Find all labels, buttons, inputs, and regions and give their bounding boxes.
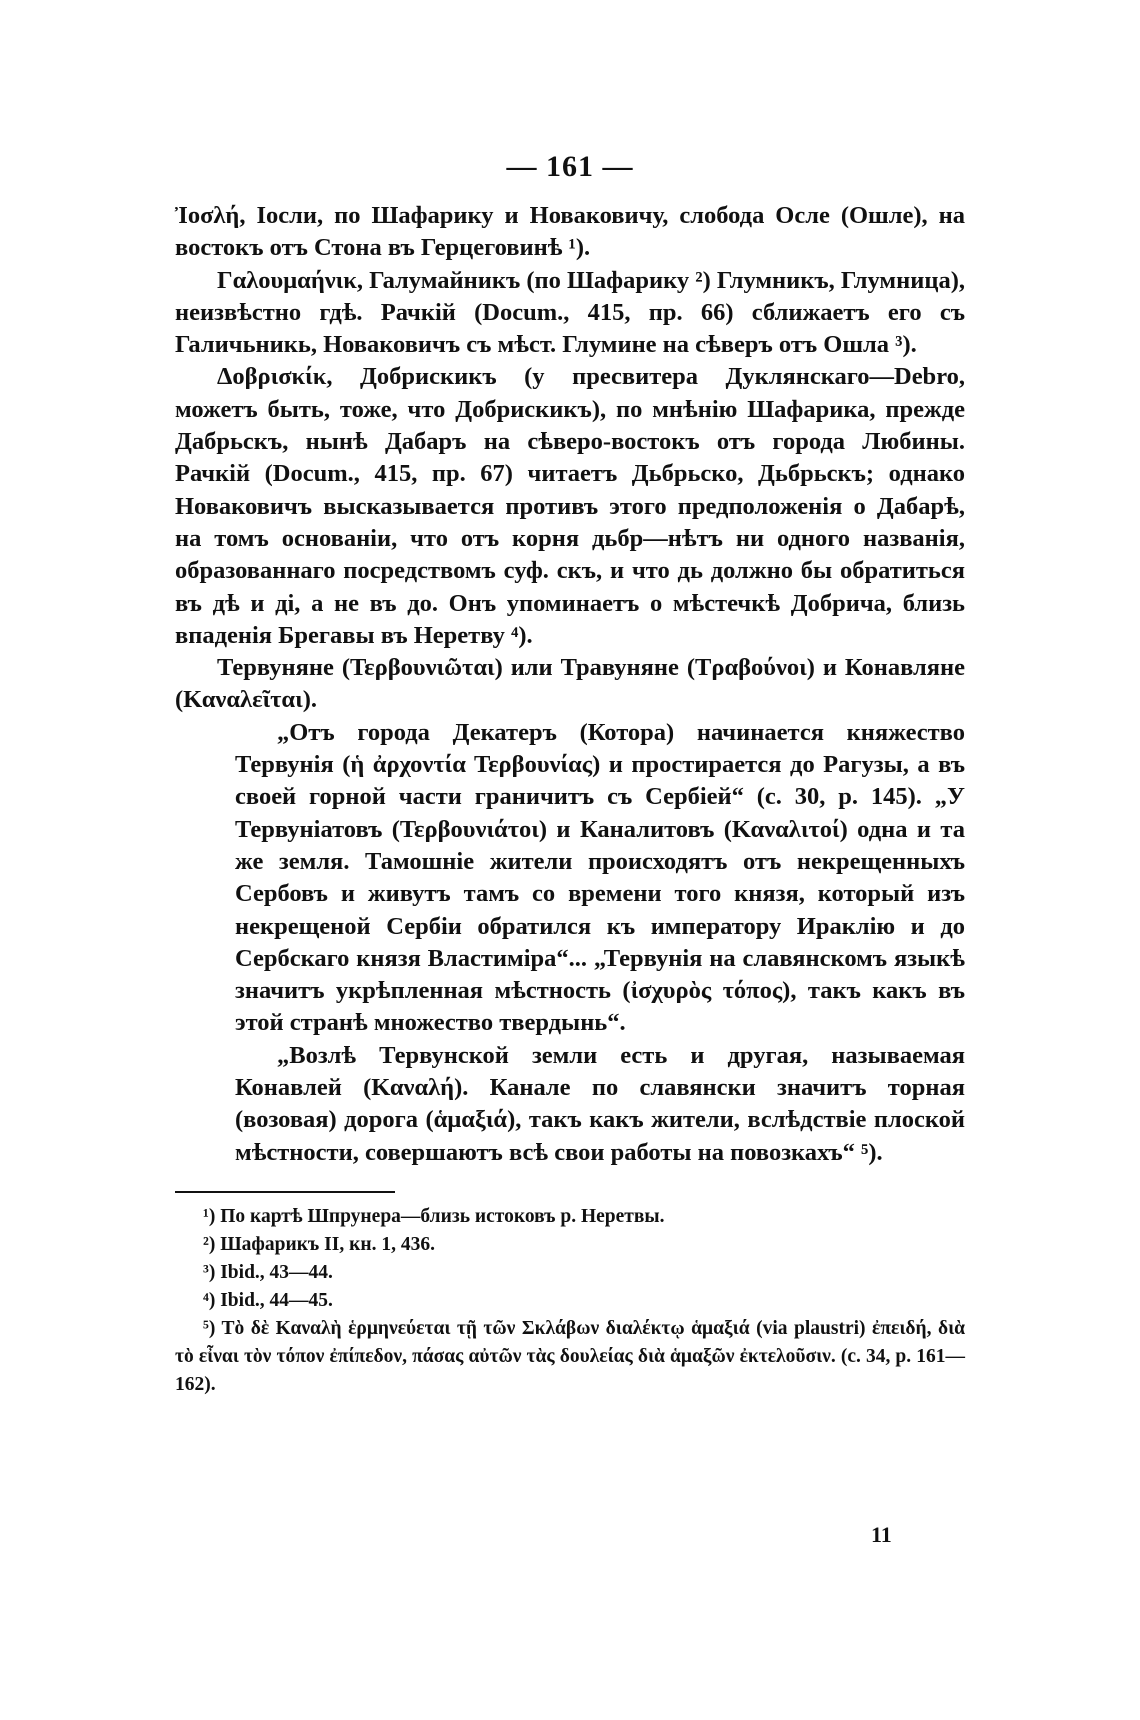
paragraph-dobriskik: Δοβρισκίκ, Добрискикъ (у пресвитера Дуклянскаго—Debro, можетъ быть, тоже, что Добрискикъ), по мнѣнію Шафарика, прежде Дабрьскъ, нынѣ Дабаръ на сѣверо-востокъ отъ города Любины. Рачкій (Docum., 415, пр. 67) читаетъ Дьбрьско, Дьбрьскъ; однако Новаковичъ высказывается противъ этого предположенія о Дабарѣ, на томъ основаніи, что отъ корня дьбр—нѣтъ ни одного названія, образованнаго посредствомъ суф. скъ, и что дь должно бы обратиться въ дѣ и ді, а не въ до. Онъ упоминаетъ о мѣстечкѣ Добрича, близь впаденія Брегавы въ Неретву ⁴).: [175, 363, 965, 649]
footnote-1: ¹) По картѣ Шпрунера—близь истоковъ р. Неретвы.: [203, 1205, 665, 1227]
paragraph-iosli: Ἰοσλή, Іосли, по Шафарику и Новаковичу, слобода Осле (Ошле), на востокъ отъ Стона въ Герцеговинѣ ¹).: [175, 202, 965, 262]
quote-tervunia: „Отъ города Декатеръ (Котора) начинается княжество Тервунія (ἡ ἀρχοντία Τερβουνίας) и простирается до Рагузы, а въ своей горной части граничитъ съ Сербіей“ (с. 30, p. 145). „У Тервуніатовъ (Τερβουνιάτοι) и Каналитовъ (Καναλιτοί) одна и та же земля. Тамошніе жители происходятъ отъ некрещенныхъ Сербовъ и живутъ тамъ со времени того князя, который изъ некрещеной Сербіи обратился къ императору Ираклію и до Сербскаго князя Властиміра“... „Тервунія на славянскомъ языкѣ значитъ укрѣпленная мѣстность (ἰσχυρὸς τόπος), такъ какъ въ этой странѣ множество твердынь“.: [235, 718, 965, 1037]
footnotes: [175, 1203, 965, 1399]
quotation-block: [235, 717, 965, 1169]
paragraph-tervunyane-heading: Тервуняне (Τερβουνιῶται) или Травуняне (Τραβούνοι) и Конавляне (Καναλεῖται).: [175, 654, 965, 714]
footnote-2: ²) Шафарикъ II, кн. 1, 436.: [203, 1233, 435, 1255]
page: [175, 150, 965, 1399]
signature-mark: 11: [871, 1522, 892, 1547]
footnote-5: ⁵) Τὸ δὲ Καναλὴ ἑρμηνεύεται τῇ τῶν Σκλάβων διαλέκτῳ ἁμαξιά (via plaustri) ἐπειδή, διὰ τὸ εἶναι τὸν τόπον ἐπίπεδον, πάσας αὐτῶν τὰς δουλείας διὰ ἁμαξῶν ἐκτελοῦσιν. (с. 34, p. 161—162).: [175, 1317, 965, 1395]
paragraph-galumainik: Γαλουμαήνικ, Галумайникъ (по Шафарику ²) Глумникъ, Глумница), неизвѣстно гдѣ. Рачкій (Docum., 415, пр. 66) сближаетъ его съ Галичьникь, Новаковичъ съ мѣст. Глумине на сѣверъ отъ Ошла ³).: [175, 266, 966, 359]
footnote-4: ⁴) Ibid., 44—45.: [203, 1289, 333, 1311]
footnote-divider: [175, 1191, 395, 1193]
page-number-header: — 161 —: [506, 150, 634, 183]
quote-konavle: „Возлѣ Тервунской земли есть и другая, называемая Конавлей (Καναλή). Канале по славянски значитъ торная (возовая) дорога (ἁμαξιά), такъ какъ жители, вслѣдствіе плоской мѣстности, совершаютъ всѣ свои работы на повозкахъ“ ⁵).: [235, 1041, 965, 1166]
footnote-3: ³) Ibid., 43—44.: [203, 1261, 333, 1283]
